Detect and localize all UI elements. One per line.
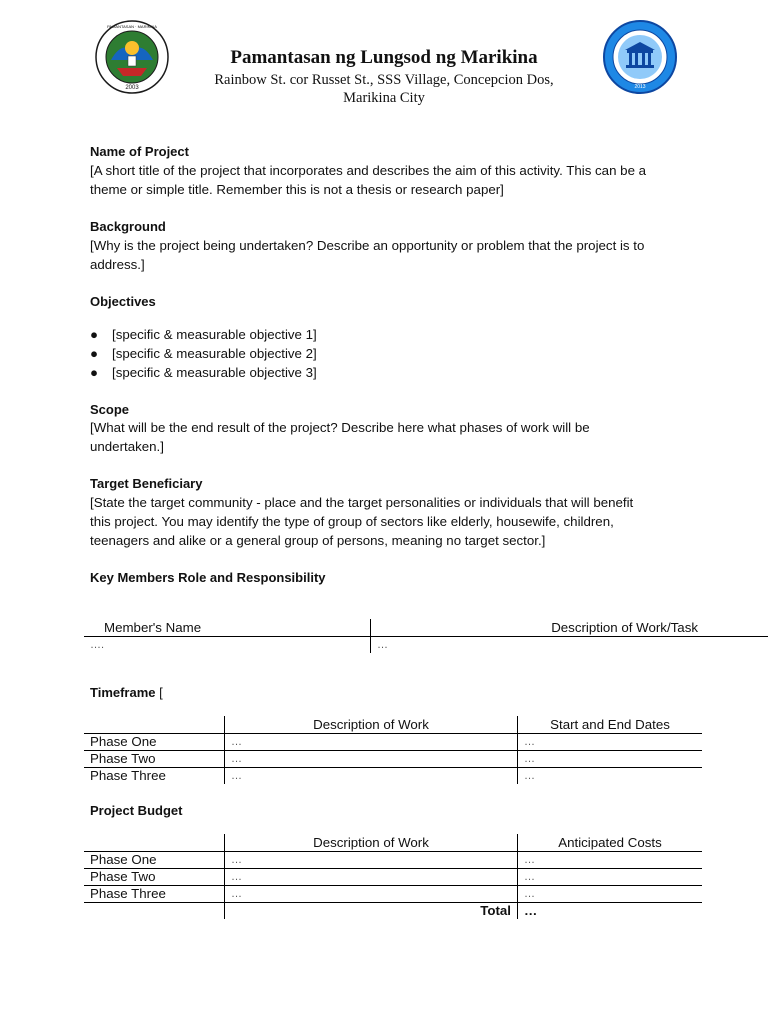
col-header-description: Description of Work — [225, 834, 518, 852]
table-row — [84, 869, 702, 886]
list-item: ● [specific & measurable objective 1] — [90, 327, 317, 342]
phase-label: Phase One — [84, 852, 225, 869]
table-header-row — [84, 619, 768, 637]
text-line: theme or simple title. Remember this is not a thesis or research paper] — [90, 182, 504, 197]
section-title-timeframe: Timeframe [ — [90, 685, 163, 700]
text-line: undertaken.] — [90, 439, 164, 454]
section-title-target-beneficiary: Target Beneficiary — [90, 476, 203, 491]
text-line: [A short title of the project that incorporates and describes the aim of this activity. This can be a — [90, 163, 647, 178]
key-members-table — [84, 619, 768, 653]
total-value: … — [524, 903, 538, 918]
text-line: [What will be the end result of the project? Describe here what phases of work will be — [90, 420, 590, 435]
name-of-project-text — [90, 161, 690, 199]
total-label: Total — [225, 903, 518, 920]
bullet-icon: ● — [90, 346, 99, 361]
description-cell: … — [225, 869, 518, 886]
document-header — [0, 0, 768, 120]
phase-label: Phase One — [84, 734, 225, 751]
dates-cell: … — [518, 734, 703, 751]
dates-cell: … — [518, 751, 703, 768]
description-cell: … — [225, 886, 518, 903]
list-item: ● [specific & measurable objective 3] — [90, 365, 317, 380]
cost-cell: … — [518, 852, 703, 869]
background-text — [90, 236, 690, 274]
dates-cell: … — [524, 770, 535, 782]
budget-table — [84, 834, 702, 919]
col-header-dates: Start and End Dates — [518, 716, 703, 734]
section-title-objectives: Objectives — [90, 294, 156, 309]
phase-label: Phase Two — [84, 751, 225, 768]
cost-cell: … — [518, 886, 703, 903]
member-name-cell: …. — [84, 637, 371, 654]
university-name: Pamantasan ng Lungsod ng Marikina — [230, 47, 538, 68]
section-title-scope: Scope — [90, 402, 130, 417]
cost-cell: … — [518, 869, 703, 886]
bpa-seal-logo — [603, 20, 677, 94]
target-beneficiary-text — [90, 493, 690, 550]
university-address — [170, 71, 598, 107]
col-header-description: Description of Work — [225, 716, 518, 734]
member-task-cell: … — [377, 639, 388, 651]
section-title-project-budget: Project Budget — [90, 803, 183, 818]
address-line-2: Marikina City — [343, 90, 425, 106]
svg-text:PAMANTASAN · MARIKINA: PAMANTASAN · MARIKINA — [107, 24, 157, 29]
table-row — [84, 637, 768, 654]
phase-label: Phase Two — [84, 869, 225, 886]
plmar-seal-logo — [95, 20, 169, 94]
section-title-key-members: Key Members Role and Responsibility — [90, 570, 326, 585]
text-line: address.] — [90, 257, 145, 272]
col-header-description: Description of Work/Task — [371, 619, 768, 637]
text-line: [Why is the project being undertaken? Describe an opportunity or problem that the project is to — [90, 238, 645, 253]
table-row — [84, 852, 702, 869]
description-cell: … — [225, 768, 518, 785]
col-header-costs: Anticipated Costs — [518, 834, 703, 852]
text-line: [State the target community - place and the target personalities or individuals that will benefit — [90, 495, 634, 510]
table-row — [84, 751, 702, 768]
phase-label: Phase Three — [84, 768, 225, 785]
address-line-1: Rainbow St. cor Russet St., SSS Village, Concepcion Dos, — [214, 72, 554, 88]
objectives-list — [90, 325, 317, 382]
table-header-row — [84, 834, 702, 852]
svg-text:2013: 2013 — [634, 84, 646, 90]
section-title-background: Background — [90, 219, 166, 234]
bullet-icon: ● — [90, 365, 99, 380]
total-row — [84, 903, 702, 920]
table-row — [84, 734, 702, 751]
svg-text:2003: 2003 — [125, 85, 139, 91]
description-cell: … — [225, 751, 518, 768]
table-row — [84, 886, 702, 903]
bullet-icon: ● — [90, 327, 99, 342]
description-cell: … — [225, 852, 518, 869]
description-cell: … — [225, 734, 518, 751]
col-header-member-name: Member's Name — [84, 619, 371, 637]
section-title-name-of-project: Name of Project — [90, 144, 189, 159]
list-item: ● [specific & measurable objective 2] — [90, 346, 317, 361]
scope-text — [90, 418, 690, 456]
text-line: this project. You may identify the type of group of sectors like elderly, housewife, children, — [90, 514, 614, 529]
text-line: teenagers and alike or a general group of persons, meaning no target sector.] — [90, 533, 546, 548]
table-header-row — [84, 716, 702, 734]
table-row — [84, 768, 702, 785]
phase-label: Phase Three — [84, 886, 225, 903]
timeframe-table — [84, 716, 702, 784]
